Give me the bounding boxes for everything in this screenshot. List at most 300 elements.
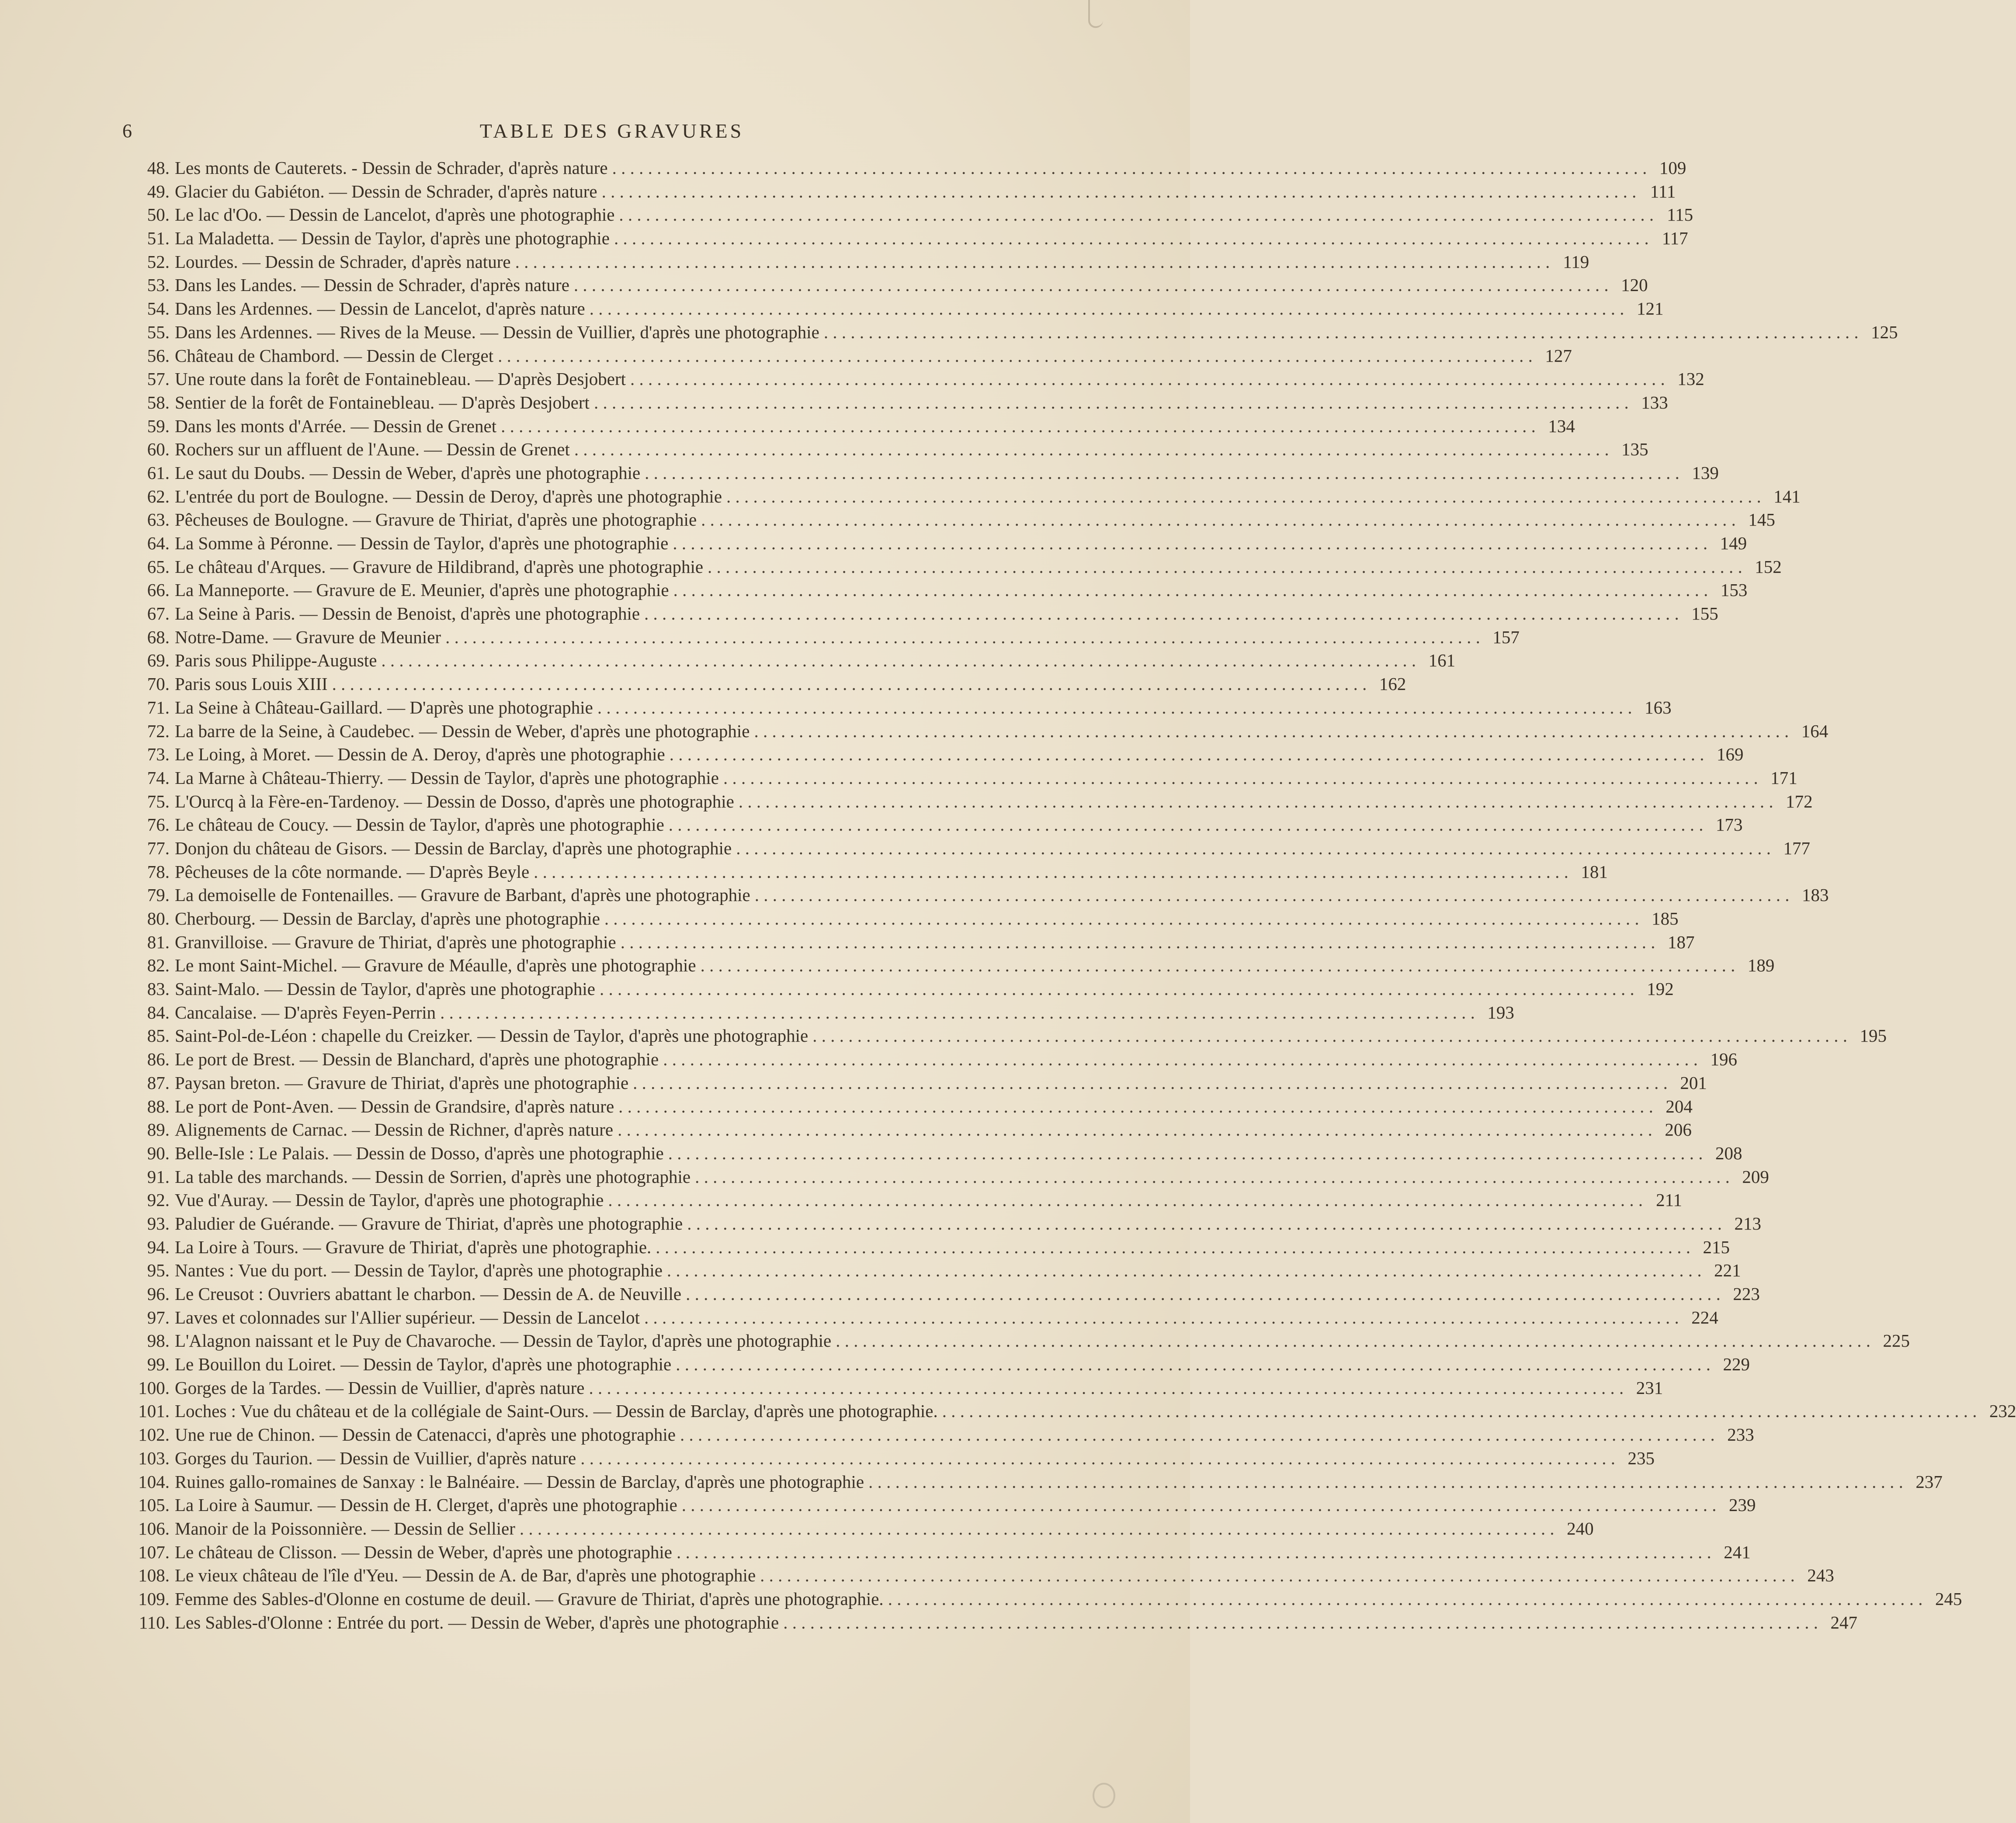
entry-number: 66.	[147, 580, 170, 600]
entry-page: 208	[1715, 1143, 1742, 1163]
entry-page: 181	[1581, 861, 1608, 882]
entry-page: 239	[1729, 1495, 1756, 1515]
dot-leader	[812, 1025, 1847, 1046]
dot-leader	[618, 1119, 1652, 1140]
entry-number: 50.	[147, 204, 170, 225]
entry-number: 91.	[147, 1166, 170, 1187]
entry-number: 57.	[147, 369, 170, 389]
entry-page: 233	[1727, 1424, 1754, 1445]
table-row	[118, 1612, 1857, 1636]
dot-leader	[668, 1143, 1703, 1164]
entry-page: 240	[1567, 1518, 1594, 1539]
entry-caption: La table des marchands. — Dessin de Sorrien, d'après une photographie	[175, 1166, 691, 1187]
entry-caption: Le lac d'Oo. — Dessin de Lancelot, d'après une photographie	[175, 204, 615, 225]
entry-page: 132	[1677, 369, 1704, 389]
entry-number: 110.	[139, 1612, 170, 1632]
dot-leader	[602, 181, 1637, 202]
entry-number: 48.	[147, 158, 170, 178]
entry-number: 81.	[147, 932, 170, 952]
table-row	[118, 228, 1688, 251]
dot-leader	[580, 1448, 1615, 1469]
table-row	[118, 392, 1668, 416]
entry-number: 74.	[147, 767, 170, 788]
entry-number: 105.	[138, 1495, 170, 1515]
dot-leader	[680, 1424, 1715, 1445]
dot-leader	[726, 486, 1761, 507]
entry-caption: Le château de Clisson. — Dessin de Weber, d'après une photographie	[175, 1542, 672, 1562]
entry-number: 54.	[147, 298, 170, 319]
entry-caption: L'entrée du port de Boulogne. — Dessin de Deroy, d'après une photographie	[175, 486, 722, 506]
dot-leader	[836, 1330, 1870, 1351]
entry-number: 65.	[147, 556, 170, 577]
engravings-table	[118, 157, 2016, 1635]
entry-number: 62.	[147, 486, 170, 506]
table-row	[118, 908, 1679, 932]
table-row	[118, 157, 1686, 181]
entry-number: 100.	[138, 1377, 170, 1398]
table-row	[118, 1330, 1910, 1354]
entry-caption: La Loire à Tours. — Gravure de Thiriat, d'après une photographie.	[175, 1237, 652, 1257]
entry-page: 204	[1666, 1096, 1693, 1116]
entry-page: 157	[1492, 627, 1520, 647]
entry-caption: Pêcheuses de Boulogne. — Gravure de Thiriat, d'après une photographie	[175, 509, 697, 530]
paper-mark-top	[1088, 0, 1103, 28]
dot-leader	[520, 1518, 1555, 1539]
entry-page: 201	[1680, 1072, 1707, 1093]
table-row	[118, 298, 1664, 322]
entry-number: 96.	[147, 1284, 170, 1304]
dot-leader	[942, 1400, 1977, 1421]
entry-number: 95.	[147, 1260, 170, 1281]
entry-caption: Vue d'Auray. — Dessin de Taylor, d'après une photographie	[175, 1190, 604, 1210]
table-row	[118, 1565, 1834, 1588]
entry-page: 149	[1720, 533, 1747, 553]
entry-caption: Cancalaise. — D'après Feyen-Perrin	[175, 1002, 436, 1022]
dot-leader	[686, 1283, 1721, 1304]
entry-caption: Gorges du Taurion. — Dessin de Vuillier, d'après nature	[175, 1448, 576, 1468]
entry-caption: Belle-Isle : Le Palais. — Dessin de Dosso, d'après une photographie	[175, 1143, 664, 1163]
entry-caption: La barre de la Seine, à Caudebec. — Dessin de Weber, d'après une photographie	[175, 721, 750, 741]
table-row	[118, 1213, 1761, 1237]
entry-page: 183	[1801, 885, 1829, 905]
table-row	[118, 791, 1813, 814]
entry-page: 169	[1716, 744, 1744, 765]
entry-page: 245	[1935, 1588, 1962, 1609]
entry-caption: L'Ourcq à la Fère-en-Tardenoy. — Dessin de Dosso, d'après une photographie	[175, 791, 734, 811]
entry-page: 173	[1716, 814, 1743, 835]
entry-caption: Le Creusot : Ouvriers abattant le charbon. — Dessin de A. de Neuville	[175, 1284, 682, 1304]
dot-leader	[760, 1565, 1795, 1586]
dot-leader	[574, 274, 1609, 295]
dot-leader	[445, 627, 1480, 648]
running-title: TABLE DES GRAVURES	[479, 120, 744, 142]
entry-caption: Gorges de la Tardes. — Dessin de Vuillier, d'après nature	[175, 1377, 585, 1398]
dot-leader	[824, 322, 1859, 343]
page-number: 6	[122, 120, 132, 142]
entry-page: 243	[1807, 1565, 1834, 1586]
entry-number: 94.	[147, 1237, 170, 1257]
entry-caption: L'Alagnon naissant et le Puy de Chavaroche. — Dessin de Taylor, d'après une photographie	[175, 1331, 832, 1351]
entry-number: 58.	[147, 392, 170, 412]
entry-page: 145	[1748, 509, 1775, 530]
table-row	[118, 1072, 1707, 1096]
entry-caption: Granvilloise. — Gravure de Thiriat, d'après une photographie	[175, 932, 616, 952]
dot-leader	[515, 251, 1550, 272]
entry-caption: Manoir de la Poissonnière. — Dessin de Sellier	[175, 1518, 515, 1539]
entry-page: 211	[1656, 1190, 1683, 1210]
entry-caption: Paris sous Louis XIII	[175, 674, 328, 694]
entry-page: 196	[1710, 1049, 1737, 1070]
table-row	[118, 1448, 1655, 1471]
dot-leader	[618, 1096, 1653, 1117]
entry-number: 64.	[147, 533, 170, 553]
dot-leader	[754, 721, 1789, 742]
entry-page: 120	[1621, 275, 1648, 295]
page-header	[122, 118, 1101, 144]
entry-caption: Le port de Brest. — Dessin de Blanchard, d'après une photographie	[175, 1049, 659, 1070]
table-row	[118, 627, 1520, 650]
entry-page: 162	[1379, 674, 1406, 694]
entry-page: 172	[1786, 791, 1813, 811]
entry-number: 106.	[138, 1518, 170, 1539]
table-row	[118, 1166, 1769, 1190]
entry-number: 49.	[147, 181, 170, 201]
table-row	[118, 1025, 1887, 1049]
table-row	[118, 416, 1575, 439]
dot-leader	[701, 509, 1736, 530]
table-row	[118, 1518, 1594, 1542]
dot-leader	[682, 1494, 1717, 1515]
dot-leader	[633, 1072, 1668, 1093]
entry-caption: Femme des Sables-d'Olonne en costume de deuil. — Gravure de Thiriat, d'après une photographie.	[175, 1588, 884, 1609]
dot-leader	[677, 1542, 1711, 1563]
entry-page: 193	[1487, 1002, 1514, 1022]
entry-page: 241	[1724, 1542, 1751, 1562]
entry-number: 109.	[138, 1588, 170, 1609]
dot-leader	[673, 533, 1707, 554]
entry-number: 67.	[147, 603, 170, 624]
dot-leader	[534, 861, 1568, 882]
dot-leader	[783, 1612, 1818, 1633]
entry-page: 152	[1755, 556, 1782, 577]
table-row	[118, 345, 1572, 369]
entry-caption: Château de Chambord. — Dessin de Clerget	[175, 345, 494, 366]
dot-leader	[600, 978, 1634, 999]
entry-caption: Le mont Saint-Michel. — Gravure de Méaulle, d'après une photographie	[175, 955, 696, 976]
table-row	[118, 861, 1608, 885]
entry-number: 82.	[147, 955, 170, 976]
dot-leader	[888, 1588, 1923, 1609]
dot-leader	[736, 838, 1771, 859]
entry-page: 139	[1692, 462, 1719, 483]
entry-page: 195	[1860, 1026, 1887, 1046]
entry-page: 189	[1747, 955, 1775, 976]
entry-number: 99.	[147, 1354, 170, 1375]
entry-number: 92.	[147, 1190, 170, 1210]
entry-page: 221	[1714, 1260, 1741, 1281]
table-row	[118, 1377, 1663, 1401]
entry-page: 117	[1662, 228, 1688, 249]
entry-number: 84.	[147, 1002, 170, 1022]
entry-page: 171	[1770, 767, 1797, 788]
table-row	[118, 767, 1797, 791]
entry-number: 73.	[147, 744, 170, 765]
entry-caption: Loches : Vue du château et de la collégiale de Saint-Ours. — Dessin de Barclay, d'après une photographie.	[175, 1401, 938, 1421]
entry-caption: Alignements de Carnac. — Dessin de Richner, d'après nature	[175, 1119, 614, 1140]
dot-leader	[723, 767, 1758, 788]
entry-number: 55.	[147, 322, 170, 342]
entry-caption: Les Sables-d'Olonne : Entrée du port. — Dessin de Weber, d'après une photographie	[175, 1612, 779, 1632]
entry-page: 134	[1548, 416, 1575, 436]
entry-number: 97.	[147, 1307, 170, 1327]
dot-leader	[589, 1377, 1624, 1398]
entry-number: 93.	[147, 1213, 170, 1234]
entry-page: 187	[1667, 932, 1695, 952]
dot-leader	[619, 204, 1654, 225]
entry-caption: Sentier de la forêt de Fontainebleau. — D'après Desjobert	[175, 392, 590, 412]
dot-leader	[501, 416, 1536, 437]
entry-number: 68.	[147, 627, 170, 647]
entry-caption: Rochers sur un affluent de l'Aune. — Dessin de Grenet	[175, 439, 570, 460]
table-row	[118, 697, 1672, 721]
table-row	[118, 1049, 1737, 1072]
dot-leader	[673, 579, 1708, 600]
dot-leader	[656, 1237, 1690, 1258]
entry-caption: Les monts de Cauterets. - Dessin de Schrader, d'après nature	[175, 158, 608, 178]
entry-caption: Paris sous Philippe-Auguste	[175, 650, 377, 671]
entry-caption: Le Bouillon du Loiret. — Dessin de Taylor, d'après une photographie	[175, 1354, 672, 1375]
table-row	[118, 1400, 2016, 1424]
entry-page: 163	[1645, 697, 1672, 717]
dot-leader	[645, 462, 1679, 483]
entry-number: 71.	[147, 697, 170, 717]
dot-leader	[574, 439, 1609, 460]
table-row	[118, 1096, 1693, 1119]
dot-leader	[621, 932, 1655, 953]
entry-page: 135	[1621, 439, 1648, 460]
table-row	[118, 1471, 1943, 1495]
entry-number: 104.	[138, 1471, 170, 1492]
entry-number: 86.	[147, 1049, 170, 1070]
entry-number: 75.	[147, 791, 170, 811]
dot-leader	[644, 1307, 1679, 1328]
entry-caption: Nantes : Vue du port. — Dessin de Taylor, d'après une photographie	[175, 1260, 663, 1281]
dot-leader	[594, 392, 1629, 413]
entry-number: 72.	[147, 721, 170, 741]
table-row	[118, 1424, 1754, 1448]
table-row	[118, 1143, 1742, 1166]
entry-caption: Ruines gallo-romaines de Sanxay : le Balnéaire. — Dessin de Barclay, d'après une photographie	[175, 1471, 864, 1492]
entry-caption: La Seine à Paris. — Dessin de Benoist, d'après une photographie	[175, 603, 640, 624]
table-row	[118, 274, 1648, 298]
entry-page: 231	[1636, 1377, 1663, 1398]
entry-number: 69.	[147, 650, 170, 671]
entry-page: 109	[1659, 158, 1686, 178]
dot-leader	[708, 556, 1742, 577]
entry-page: 155	[1691, 603, 1718, 624]
dot-leader	[868, 1471, 1903, 1492]
entry-caption: Une route dans la forêt de Fontainebleau. — D'après Desjobert	[175, 369, 626, 389]
dot-leader	[676, 1354, 1711, 1375]
table-row	[118, 721, 1829, 744]
entry-number: 59.	[147, 416, 170, 436]
entry-page: 209	[1742, 1166, 1769, 1187]
entry-page: 206	[1665, 1119, 1692, 1140]
entry-caption: Glacier du Gabiéton. — Dessin de Schrader, d'après nature	[175, 181, 597, 201]
dot-leader	[498, 345, 1533, 366]
entry-page: 164	[1801, 721, 1829, 741]
table-row	[118, 814, 1743, 838]
dot-leader	[381, 650, 1416, 671]
table-row	[118, 439, 1648, 462]
table-row	[118, 579, 1748, 603]
table-row	[118, 251, 1589, 275]
dot-leader	[612, 157, 1647, 178]
table-row	[118, 509, 1775, 533]
table-row	[118, 1283, 1760, 1307]
entry-number: 78.	[147, 861, 170, 882]
dot-leader	[670, 744, 1704, 765]
dot-leader	[663, 1049, 1698, 1070]
table-row	[118, 181, 1676, 204]
entry-number: 77.	[147, 838, 170, 858]
entry-caption: Saint-Malo. — Dessin de Taylor, d'après une photographie	[175, 979, 595, 999]
table-row	[118, 1119, 1692, 1143]
entry-page: 215	[1703, 1237, 1730, 1257]
entry-number: 98.	[147, 1331, 170, 1351]
table-row	[118, 838, 1810, 861]
dot-leader	[604, 908, 1639, 929]
entry-caption: Dans les Landes. — Dessin de Schrader, d'après nature	[175, 275, 569, 295]
entry-number: 51.	[147, 228, 170, 249]
entry-number: 101.	[138, 1401, 170, 1421]
table-row	[118, 978, 1674, 1002]
entry-number: 107.	[138, 1542, 170, 1562]
dot-leader	[695, 1166, 1730, 1187]
table-row	[118, 1307, 1718, 1331]
dot-leader	[440, 1002, 1475, 1023]
entry-number: 90.	[147, 1143, 170, 1163]
dot-leader	[590, 298, 1624, 319]
entry-page: 133	[1641, 392, 1668, 412]
entry-page: 223	[1733, 1284, 1760, 1304]
table-row	[118, 462, 1719, 486]
entry-caption: Paysan breton. — Gravure de Thiriat, d'après une photographie	[175, 1072, 629, 1093]
entry-page: 115	[1667, 204, 1693, 225]
entry-page: 153	[1720, 580, 1748, 600]
entry-caption: Le château d'Arques. — Gravure de Hildibrand, d'après une photographie	[175, 556, 704, 577]
dot-leader	[739, 791, 1773, 812]
entry-caption: Saint-Pol-de-Léon : chapelle du Creizker. — Dessin de Taylor, d'après une photographie	[175, 1026, 808, 1046]
table-row	[118, 1260, 1741, 1283]
entry-page: 225	[1883, 1331, 1910, 1351]
entry-caption: Lourdes. — Dessin de Schrader, d'après nature	[175, 251, 511, 272]
entry-number: 56.	[147, 345, 170, 366]
table-row	[118, 486, 1801, 509]
entry-page: 161	[1428, 650, 1456, 671]
dot-leader	[667, 1260, 1702, 1281]
entry-caption: Dans les Ardennes. — Rives de la Meuse. — Dessin de Vuillier, d'après une photographie	[175, 322, 819, 342]
dot-leader	[608, 1189, 1643, 1210]
entry-caption: Le Loing, à Moret. — Dessin de A. Deroy, d'après une photographie	[175, 744, 665, 765]
entry-number: 80.	[147, 908, 170, 929]
dot-leader	[669, 814, 1704, 835]
dot-leader	[755, 884, 1790, 905]
table-row	[118, 955, 1775, 978]
entry-number: 103.	[138, 1448, 170, 1468]
table-row	[118, 1494, 1756, 1518]
entry-caption: Notre-Dame. — Gravure de Meunier	[175, 627, 441, 647]
dot-leader	[597, 697, 1632, 718]
entry-number: 63.	[147, 509, 170, 530]
dot-leader	[630, 368, 1665, 389]
entry-caption: Le vieux château de l'île d'Yeu. — Dessin de A. de Bar, d'après une photographie	[175, 1565, 756, 1586]
entry-number: 87.	[147, 1072, 170, 1093]
entry-page: 121	[1636, 298, 1664, 319]
entry-caption: Pêcheuses de la côte normande. — D'après Beyle	[175, 861, 530, 882]
entry-number: 108.	[138, 1565, 170, 1586]
entry-number: 83.	[147, 979, 170, 999]
entry-caption: La demoiselle de Fontenailles. — Gravure de Barbant, d'après une photographie	[175, 885, 750, 905]
dot-leader	[614, 228, 1649, 249]
entry-page: 247	[1830, 1612, 1857, 1632]
entry-number: 89.	[147, 1119, 170, 1140]
entry-page: 213	[1734, 1213, 1761, 1234]
table-row	[118, 1354, 1750, 1377]
entry-page: 224	[1691, 1307, 1718, 1327]
entry-caption: Paludier de Guérande. — Gravure de Thiriat, d'après une photographie	[175, 1213, 683, 1234]
table-row	[118, 932, 1695, 955]
entry-caption: La Somme à Péronne. — Dessin de Taylor, d'après une photographie	[175, 533, 669, 553]
table-row	[118, 368, 1704, 392]
entry-number: 52.	[147, 251, 170, 272]
table-row	[118, 204, 1693, 228]
table-row	[118, 650, 1456, 673]
entry-caption: Laves et colonnades sur l'Allier supérieur. — Dessin de Lancelot	[175, 1307, 640, 1327]
entry-caption: Dans les Ardennes. — Dessin de Lancelot, d'après nature	[175, 298, 585, 319]
dot-leader	[687, 1213, 1722, 1234]
dot-leader	[701, 955, 1735, 976]
entry-caption: Cherbourg. — Dessin de Barclay, d'après une photographie	[175, 908, 600, 929]
entry-caption: Le château de Coucy. — Dessin de Taylor, d'après une photographie	[175, 814, 664, 835]
entry-page: 119	[1563, 251, 1589, 272]
entry-page: 185	[1652, 908, 1679, 929]
table-row	[118, 533, 1747, 556]
entry-page: 141	[1773, 486, 1801, 506]
entry-number: 88.	[147, 1096, 170, 1116]
table-row	[118, 603, 1718, 627]
table-row	[118, 322, 1898, 345]
entry-page: 237	[1915, 1471, 1943, 1492]
dot-leader	[644, 603, 1679, 624]
entry-caption: Une rue de Chinon. — Dessin de Catenacci, d'après une photographie	[175, 1424, 676, 1445]
table-row	[118, 1189, 1683, 1213]
table-row	[118, 884, 1829, 908]
table-row	[118, 1542, 1751, 1565]
entry-number: 53.	[147, 275, 170, 295]
entry-page: 232	[1989, 1401, 2016, 1421]
entry-caption: La Marne à Château-Thierry. — Dessin de Taylor, d'après une photographie	[175, 767, 719, 788]
table-row	[118, 744, 1744, 767]
entry-page: 125	[1871, 322, 1898, 342]
entry-page: 111	[1650, 181, 1676, 201]
entry-page: 192	[1647, 979, 1674, 999]
table-row	[118, 673, 1406, 697]
entry-caption: Le port de Pont-Aven. — Dessin de Grandsire, d'après nature	[175, 1096, 614, 1116]
entry-number: 76.	[147, 814, 170, 835]
entry-caption: La Maladetta. — Dessin de Taylor, d'après une photographie	[175, 228, 610, 249]
entry-page: 235	[1627, 1448, 1655, 1468]
